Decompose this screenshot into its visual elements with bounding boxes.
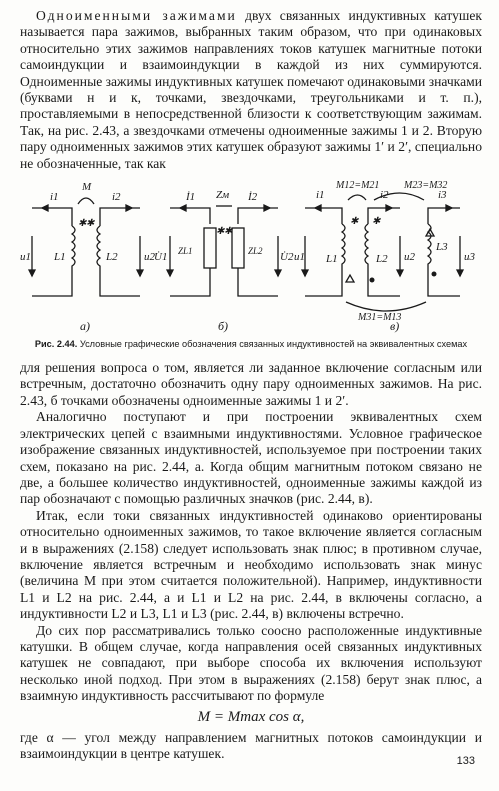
panel-c-label: в) [390, 319, 400, 334]
panel-a-circuit [29, 198, 143, 296]
page-body [20, 8, 482, 762]
figure-caption [20, 338, 482, 350]
formula: M = Mmax cos α, [197, 708, 305, 725]
label-c-u1: u1 [294, 251, 305, 264]
label-a-M: M [82, 181, 92, 194]
figure-2-44 [20, 178, 482, 336]
panel-a-label: а) [80, 319, 90, 334]
label-c-L3: L3 [436, 241, 448, 254]
dot-mark-c2 [370, 278, 375, 283]
panel-b-label: б) [218, 319, 229, 334]
star-mark-a1: ✱ [78, 218, 87, 230]
caption-text: Условные графические обозначения связанных индуктивностей на эквивалентных схемах [77, 339, 468, 350]
label-c-M12: M12=M21 [336, 180, 380, 192]
star-mark-c2: ✱ [372, 216, 381, 228]
paragraph-1 [20, 8, 482, 172]
label-a-i1: i1 [50, 191, 59, 204]
label-c-u2: u2 [404, 251, 415, 264]
label-c-u3: u3 [464, 251, 475, 264]
paragraph-4: Итак, если токи связанных индуктивностей одинаково ориентированы относительно одноименных зажимов, то такое включение является согласным и в выражениях (2.158) следует использовать знак плюс; в противном случае, включение является встречным и необходимо использовать знак минус (величина M при этом считается положительной). Например, индуктивности L1 и L2 на рис. 2.44, а и L1 и L2 на рис. 2.44, в включены согласно, а индуктивности L2 и L3, L1 и L3 (рис. 2.44, в) включены встречно. [20, 507, 482, 622]
star-mark-c1: ✱ [350, 216, 359, 228]
label-c-M23: M23=M32 [404, 180, 448, 192]
label-a-u1: u1 [20, 251, 31, 264]
page-number: 133 [456, 755, 475, 767]
label-b-ZM: Zм [216, 189, 230, 202]
label-a-L2: L2 [106, 251, 118, 264]
label-b-ZL2: ZL2 [248, 246, 263, 257]
paragraph-3: Аналогично поступают и при построении эквивалентных схем электрических цепей с взаимными индуктивностями. Условное графическое изображение связанных индуктивностей, используемое при построении таких схем, показано на рис. 2.44, а. Когда общим магнитным потоком связано не две, а большее количество индуктивностей, одноименные зажимы каждой из пар обозначают с помощью различных значков (рис. 2.44, в). [20, 409, 482, 507]
label-a-i2: i2 [112, 191, 121, 204]
star-mark-b2: ✱ [224, 226, 233, 238]
term-same-named-terminals: Одноименными зажимами [36, 8, 237, 23]
label-c-L2: L2 [376, 253, 388, 266]
star-mark-b1: ✱ [216, 226, 225, 238]
dot-mark-c3 [432, 272, 437, 277]
paragraph-5: До сих пор рассматривались только соосно расположенные индуктивные катушки. В общем случае, когда направления осей связанных индуктивных катушек не совпадают, при выборе способа их включения используют несколько иной подход. При этом в выражениях (2.158) берут знак плюс, а взаимную индуктивность рассчитывают по формуле [20, 622, 482, 704]
label-b-ZL1: ZL1 [178, 246, 193, 257]
label-c-L1: L1 [326, 253, 338, 266]
label-c-i3: i3 [438, 189, 447, 202]
star-mark-a2: ✱ [86, 218, 95, 230]
label-b-I2: İ2 [248, 191, 258, 204]
label-a-u2: u2 [144, 251, 155, 264]
label-b-U1: U̇1 [154, 251, 168, 264]
label-a-L1: L1 [54, 251, 66, 264]
label-c-i1: i1 [316, 189, 325, 202]
label-c-M31: M31=M13 [358, 312, 402, 324]
caption-number: Рис. 2.44. [34, 339, 78, 350]
label-b-U2: U̇2 [280, 251, 294, 264]
label-c-i2: i2 [380, 189, 389, 202]
figure-2-44-drawing [20, 178, 482, 336]
paragraph-1-text: двух связанных индуктивных катушек называется пара зажимов, выбранных таким образом, что при одинаковых относительно этих зажимов направлениях токов катушек магнитные потоки самоиндукции и взаимоиндукции в каждой из них суммируются. Одноименные зажимы индуктивных катушек помечают одинаковыми значками (буквами н и к, точками, звездочками, треугольниками и т. п.), проставляемыми в непосредственной близости к соответствующим зажимам. Так, на рис. 2.43, а звездочками отмечены одноименные зажимы 1 и 2. Вторую пару одноименных зажимов этих катушек образуют зажимы 1′ и 2′, специально не обозначенные, так как [20, 8, 482, 171]
paragraph-2: для решения вопроса о том, является ли заданное включение согласным или встречным, достаточно обозначить одну пару одноименных зажимов. На рис. 2.43, б точками обозначены одноименные зажимы 1 и 2′. [20, 360, 482, 408]
label-b-I1: İ1 [186, 191, 196, 204]
paragraph-6: где α — угол между направлением магнитных потоков самоиндукции и взаимоиндукции в центре катушек. [20, 729, 482, 761]
